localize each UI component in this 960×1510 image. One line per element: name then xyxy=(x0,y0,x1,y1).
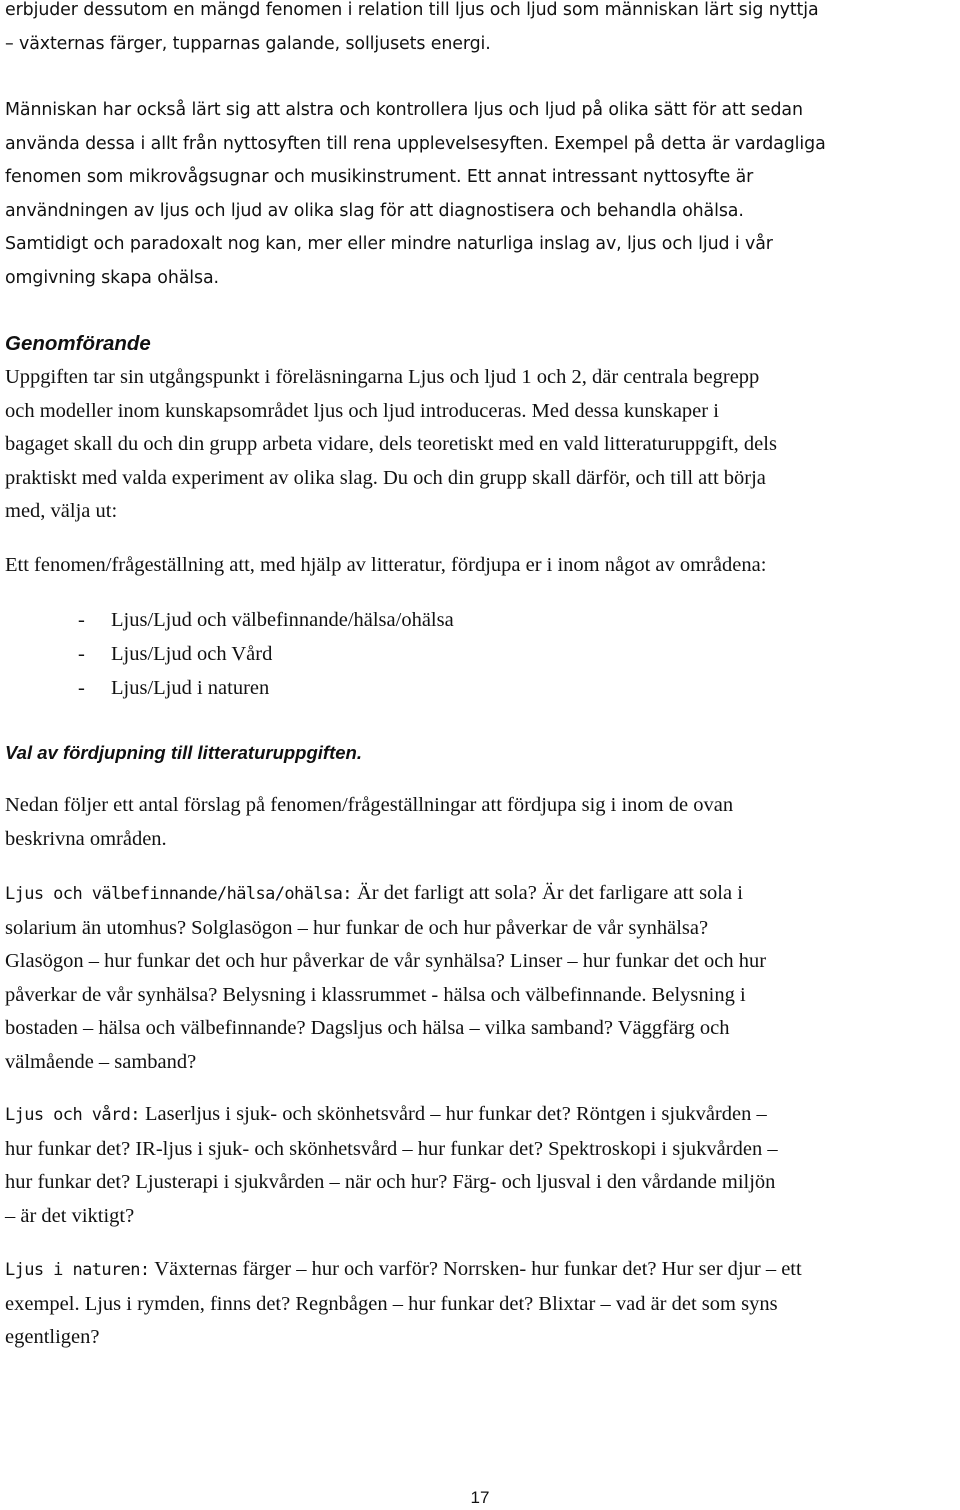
section-heading-genomforande: Genomförande xyxy=(5,332,151,355)
suggestions-health-lead: Ljus och välbefinnande/hälsa/ohälsa: xyxy=(5,884,352,904)
area-list xyxy=(5,603,454,705)
genomforande-line: med, välja ut: xyxy=(5,500,118,522)
suggestions-health-line: Glasögon – hur funkar det och hur påverkar de vår synhälsa? Linser – hur funkar det och hur xyxy=(5,950,767,972)
genomforande-line: bagaget skall du och din grupp arbeta vidare, dels teoretiskt med en vald litteraturuppgift, dels xyxy=(5,433,777,455)
suggestions-health-line: solarium än utomhus? Solglasögon – hur funkar de och hur påverkar de vår synhälsa? xyxy=(5,916,709,939)
context-line: fenomen som mikrovågsugnar och musikinstrument. Ett annat intressant nyttosyfte är xyxy=(5,167,754,187)
list-item xyxy=(5,603,454,637)
suggestions-health-line: Är det farligt att sola? Är det farligare att sola i xyxy=(351,882,743,904)
context-line: Samtidigt och paradoxalt nog kan, mer eller mindre naturliga inslag av, ljus och ljud i vår xyxy=(5,234,773,254)
suggestions-care-line: – är det viktigt? xyxy=(5,1204,135,1227)
context-line: använda dessa i allt från nyttosyften till rena upplevelsesyften. Exempel på detta är vardagliga xyxy=(5,133,826,154)
genomforande-line: praktiskt med valda experiment av olika slag. Du och din grupp skall därför, och till att börja xyxy=(5,466,766,489)
suggestions-care-lead: Ljus och vård: xyxy=(5,1105,140,1125)
suggestions-health xyxy=(5,877,766,1079)
list-item xyxy=(5,671,454,705)
suggestions-nature-line: Växternas färger – hur och varför? Norrsken- hur funkar det? Hur ser djur – ett xyxy=(149,1258,802,1280)
val-paragraph xyxy=(5,789,733,856)
genomforande-line: och modeller inom kunskapsområdet ljus och ljud introduceras. Med dessa kunskaper i xyxy=(5,399,719,422)
val-line: beskrivna områden. xyxy=(5,827,167,850)
genomforande-line: Uppgiften tar sin utgångspunkt i föreläsningarna Ljus och ljud 1 och 2, där centrala begrepp xyxy=(5,366,760,388)
context-line: Människan har också lärt sig att alstra och kontrollera ljus och ljud på olika sätt för att sedan xyxy=(5,100,803,120)
genomforande-paragraph xyxy=(5,361,777,529)
suggestions-nature-line: egentligen? xyxy=(5,1326,100,1348)
suggestions-care-line: Laserljus i sjuk- och skönhetsvård – hur funkar det? Röntgen i sjukvården – xyxy=(139,1103,767,1125)
intro-line: erbjuder dessutom en mängd fenomen i relation till ljus och ljud som människan lärt sig nyttja xyxy=(5,0,819,20)
intro-line: – växternas färger, tupparnas galande, solljusets energi. xyxy=(5,33,491,54)
suggestions-care-line: hur funkar det? Ljusterapi i sjukvården – när och hur? Färg- och ljusval i den vårdande miljön xyxy=(5,1171,776,1193)
list-dash: - xyxy=(78,677,85,699)
list-dash: - xyxy=(78,643,85,665)
page-number: 17 xyxy=(470,1488,490,1507)
list-dash: - xyxy=(78,609,85,631)
suggestions-health-line: påverkar de vår synhälsa? Belysning i klassrummet - hälsa och välbefinnande. Belysning i xyxy=(5,983,746,1006)
suggestions-care xyxy=(5,1098,778,1233)
list-item-label: Ljus/Ljud i naturen xyxy=(111,677,270,699)
fenomen-intro: Ett fenomen/frågeställning att, med hjälp av litteratur, fördjupa er i inom något av områdena: xyxy=(5,554,767,576)
suggestions-nature-line: exempel. Ljus i rymden, finns det? Regnbågen – hur funkar det? Blixtar – vad är det som syns xyxy=(5,1292,778,1315)
context-line: användningen av ljus och ljud av olika slag för att diagnostisera och behandla ohälsa. xyxy=(5,200,744,221)
list-item-label: Ljus/Ljud och Vård xyxy=(111,643,273,665)
context-paragraph xyxy=(5,94,826,295)
section-heading-val: Val av fördjupning till litteraturuppgiften. xyxy=(5,742,362,763)
intro-paragraph xyxy=(5,0,819,61)
suggestions-health-line: bostaden – hälsa och välbefinnande? Dagsljus och hälsa – vilka samband? Väggfärg och xyxy=(5,1017,730,1039)
suggestions-nature xyxy=(5,1253,802,1355)
suggestions-health-line: välmående – samband? xyxy=(5,1050,197,1073)
list-item-label: Ljus/Ljud och välbefinnande/hälsa/ohälsa xyxy=(111,609,454,631)
suggestions-nature-lead: Ljus i naturen: xyxy=(5,1260,150,1280)
suggestions-care-line: hur funkar det? IR-ljus i sjuk- och skönhetsvård – hur funkar det? Spektroskopi i sjukvården – xyxy=(5,1137,778,1160)
val-line: Nedan följer ett antal förslag på fenomen/frågeställningar att fördjupa sig i inom de ovan xyxy=(5,794,734,816)
context-line: omgivning skapa ohälsa. xyxy=(5,267,219,288)
list-item xyxy=(5,637,454,671)
